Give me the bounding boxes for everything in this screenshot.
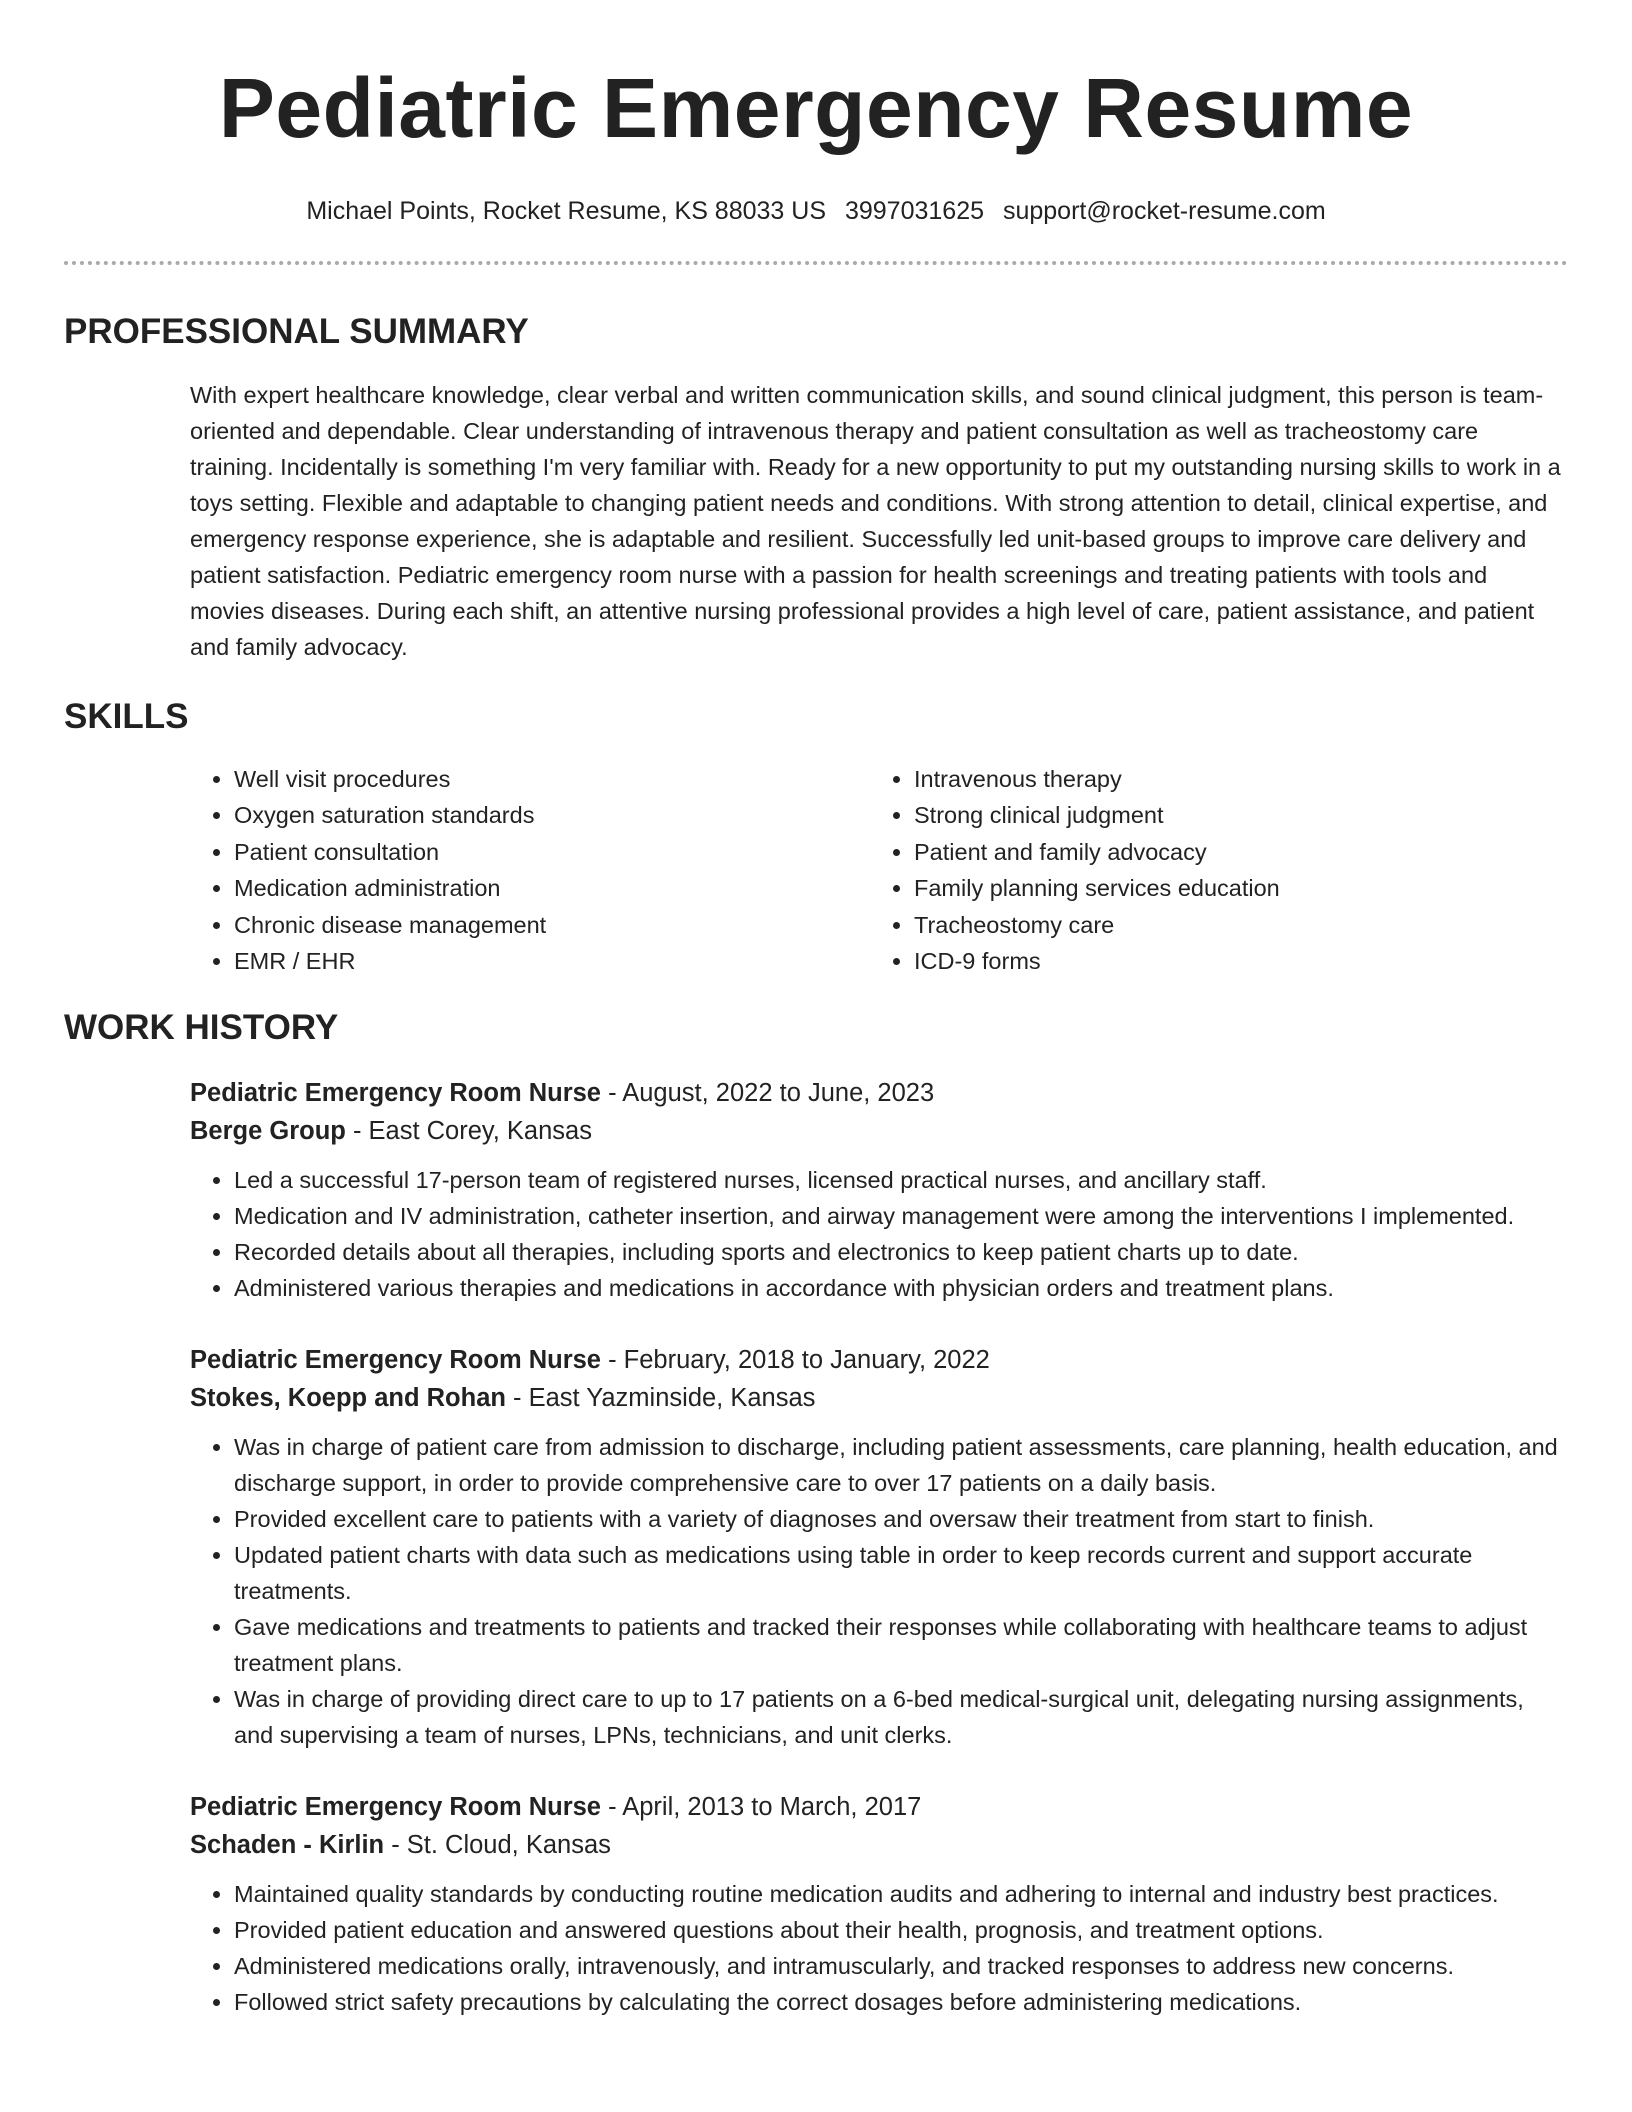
job-bullet: • Provided patient education and answered questions about their health, prognosis, and treatment options. <box>234 1912 1568 1948</box>
job-bullets <box>190 1429 1568 1753</box>
job-bullet: • Provided excellent care to patients with a variety of diagnoses and oversaw their treatment from start to finish. <box>234 1501 1568 1537</box>
contact-address: Michael Points, Rocket Resume, KS 88033 US <box>306 197 827 225</box>
header-divider <box>64 261 1568 265</box>
job-title: Pediatric Emergency Room Nurse <box>190 1346 601 1375</box>
skill-item: • ICD-9 forms <box>914 943 1550 979</box>
work-history-section <box>64 1006 1568 2020</box>
job-dates: - April, 2013 to March, 2017 <box>600 1793 922 1822</box>
job-bullet: • Led a successful 17-person team of registered nurses, licensed practical nurses, and ancillary staff. <box>234 1162 1568 1198</box>
skill-item: • EMR / EHR <box>234 943 870 979</box>
skill-item: • Strong clinical judgment <box>914 797 1550 833</box>
skills-heading: SKILLS <box>64 697 189 736</box>
job-title: Pediatric Emergency Room Nurse <box>190 1793 601 1822</box>
job-bullet: • Maintained quality standards by conducting routine medication audits and adhering to internal and industry best practices. <box>234 1876 1568 1912</box>
job-dates: - February, 2018 to January, 2022 <box>600 1346 990 1375</box>
contact-phone: 3997031625 <box>844 197 985 225</box>
skills-columns <box>190 761 1568 979</box>
job-bullet: • Gave medications and treatments to patients and tracked their responses while collaborating with healthcare teams to adjust treatment plans. <box>234 1609 1568 1681</box>
job-title-line <box>190 1074 1568 1112</box>
skill-item: • Family planning services education <box>914 870 1550 906</box>
summary-text: With expert healthcare knowledge, clear verbal and written communication skills, and sound clinical judgment, this person is team-oriented and dependable. Clear understanding of intravenous therapy and patient consultation as well as tracheostomy care training. Incidentally is something I'm very familiar with. Ready for a new opportunity to put my outstanding nursing skills to work in a toys setting. Flexible and adaptable to changing patient needs and conditions. With strong attention to detail, clinical expertise, and emergency response experience, she is adaptable and resilient. Successfully led unit-based groups to improve care delivery and patient satisfaction. Pediatric emergency room nurse with a passion for health screenings and treating patients with tools and movies diseases. During each shift, an attentive nursing professional provides a high level of care, patient assistance, and patient and family advocacy. <box>190 382 1561 660</box>
job-entry <box>190 1341 1568 1753</box>
skill-item: • Intravenous therapy <box>914 761 1550 797</box>
summary-section <box>64 310 1568 665</box>
resume-title: Pediatric Emergency Resume <box>218 61 1414 155</box>
contact-email: support@rocket-resume.com <box>1002 197 1326 225</box>
skill-item: • Patient consultation <box>234 834 870 870</box>
skill-item: • Patient and family advocacy <box>914 834 1550 870</box>
job-company-line <box>190 1112 1568 1150</box>
skill-item: • Chronic disease management <box>234 907 870 943</box>
job-dates: - August, 2022 to June, 2023 <box>600 1079 935 1108</box>
job-bullet: • Was in charge of providing direct care to up to 17 patients on a 6-bed medical-surgical unit, delegating nursing assignments, and supervising a team of nurses, LPNs, technicians, and unit clerks. <box>234 1681 1568 1753</box>
skill-item: • Medication administration <box>234 870 870 906</box>
skill-item: • Oxygen saturation standards <box>234 797 870 833</box>
skills-right-column <box>870 761 1550 979</box>
job-entry <box>190 1788 1568 2020</box>
job-bullet: • Recorded details about all therapies, including sports and electronics to keep patient charts up to date. <box>234 1234 1568 1270</box>
skill-item: • Well visit procedures <box>234 761 870 797</box>
job-bullet: • Followed strict safety precautions by calculating the correct dosages before administering medications. <box>234 1984 1568 2020</box>
job-company-line <box>190 1379 1568 1417</box>
job-bullets <box>190 1876 1568 2020</box>
job-company: Stokes, Koepp and Rohan <box>190 1384 506 1413</box>
job-bullet: • Updated patient charts with data such as medications using table in order to keep records current and support accurate treatments. <box>234 1537 1568 1609</box>
job-company-line <box>190 1826 1568 1864</box>
work-history-heading: WORK HISTORY <box>64 1008 339 1048</box>
skill-item: • Tracheostomy care <box>914 907 1550 943</box>
job-company: Berge Group <box>190 1117 346 1146</box>
job-entry <box>190 1074 1568 1306</box>
summary-heading: PROFESSIONAL SUMMARY <box>64 312 529 351</box>
contact-line <box>64 196 1568 226</box>
job-location: - St. Cloud, Kansas <box>384 1831 611 1860</box>
job-bullets <box>190 1162 1568 1306</box>
skills-left-column <box>190 761 870 979</box>
job-location: - East Yazminside, Kansas <box>505 1384 816 1413</box>
skills-section <box>64 695 1568 979</box>
job-title-line <box>190 1341 1568 1379</box>
job-title: Pediatric Emergency Room Nurse <box>190 1079 601 1108</box>
job-bullet: • Administered various therapies and medications in accordance with physician orders and treatment plans. <box>234 1270 1568 1306</box>
job-bullet: • Was in charge of patient care from admission to discharge, including patient assessments, care planning, health education, and discharge support, in order to provide comprehensive care to over 17 patients on a daily basis. <box>234 1429 1568 1501</box>
job-bullet: • Medication and IV administration, catheter insertion, and airway management were among the interventions I implemented. <box>234 1198 1568 1234</box>
job-company: Schaden - Kirlin <box>190 1831 385 1860</box>
job-bullet: • Administered medications orally, intravenously, and intramuscularly, and tracked responses to address new concerns. <box>234 1948 1568 1984</box>
job-title-line <box>190 1788 1568 1826</box>
job-location: - East Corey, Kansas <box>345 1117 592 1146</box>
